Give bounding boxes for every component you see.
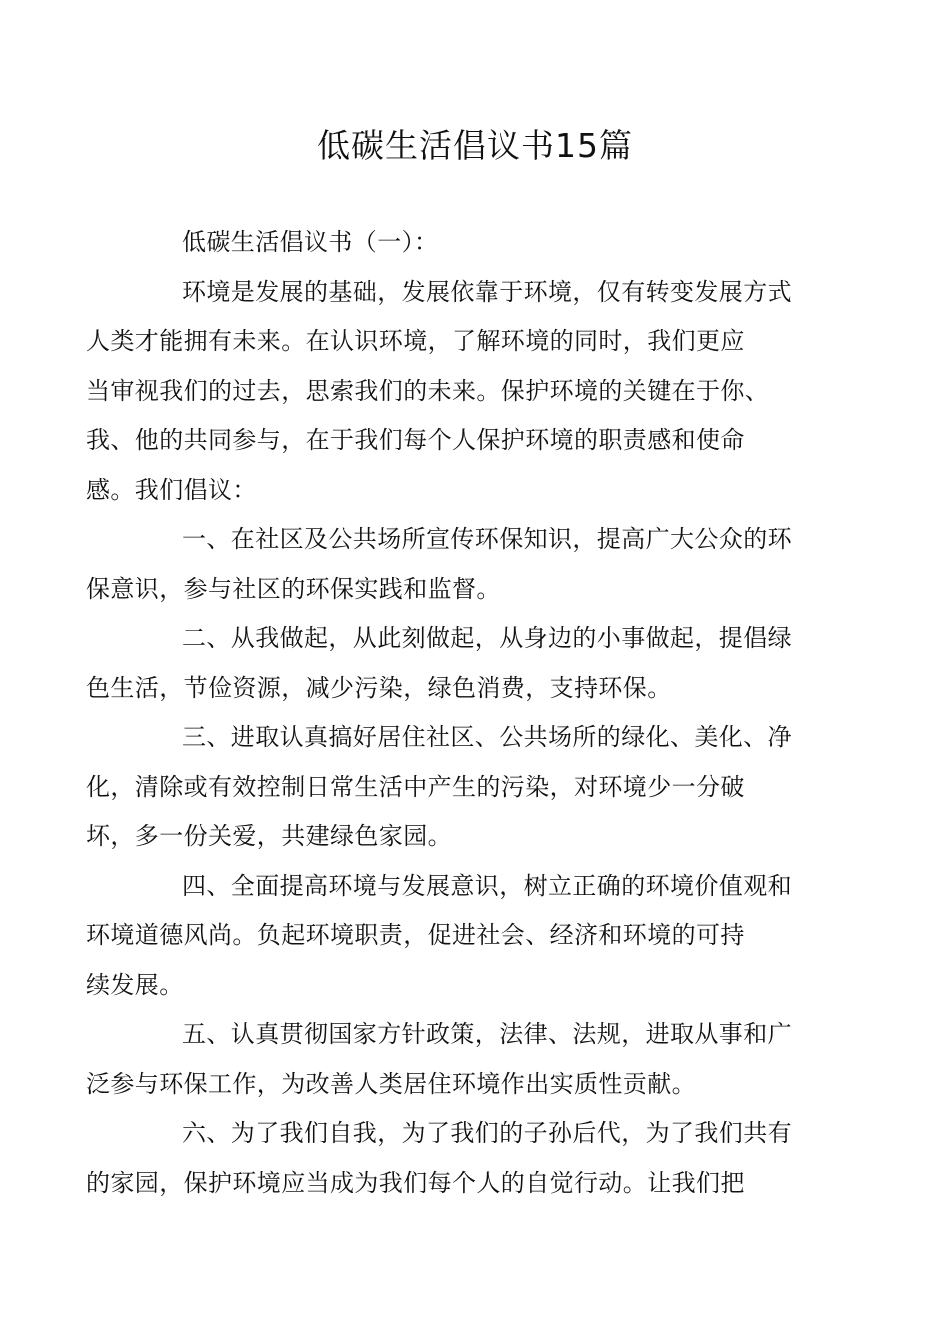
document-body — [86, 218, 830, 1208]
paragraph-item-2 — [86, 614, 830, 713]
text-line: 二、从我做起，从此刻做起，从身边的小事做起，提倡绿 — [182, 624, 792, 652]
paragraph-item-6 — [86, 1109, 830, 1208]
paragraph-item-4 — [86, 862, 830, 1011]
paragraph-intro — [86, 268, 830, 516]
document-title: 低碳生活倡议书15篇 — [317, 126, 633, 166]
text-line: 的家园，保护环境应当成为我们每个人的自觉行动。让我们把 — [86, 1168, 745, 1197]
text-line: 色生活，节俭资源，减少污染，绿色消费，支持环保。 — [86, 673, 672, 702]
paragraph-item-3 — [86, 713, 830, 862]
text-line: 续发展。 — [86, 970, 184, 999]
text-line: 环境是发展的基础，发展依靠于环境，仅有转变发展方式 — [182, 277, 792, 306]
text-line: 当审视我们的过去，思索我们的未来。保护环境的关键在于你、 — [86, 376, 770, 405]
text-line: 环境道德风尚。负起环境职责，促进社会、经济和环境的可持 — [86, 921, 745, 949]
text-line: 低碳生活倡议书（一）： — [182, 228, 439, 256]
paragraph-item-1 — [86, 515, 830, 614]
text-line: 保意识，参与社区的环保实践和监督。 — [86, 574, 501, 603]
text-line: 坏，多一份关爱，共建绿色家园。 — [86, 822, 452, 850]
text-line: 三、进取认真搞好居住社区、公共场所的绿化、美化、净 — [182, 723, 792, 751]
text-line: 感。我们倡议： — [86, 475, 257, 504]
text-line: 一、在社区及公共场所宣传环保知识，提高广大公众的环 — [182, 525, 792, 553]
text-line: 六、为了我们自我，为了我们的子孙后代，为了我们共有 — [182, 1119, 792, 1147]
paragraph-heading — [134, 218, 830, 268]
text-line: 四、全面提高环境与发展意识，树立正确的环境价值观和 — [182, 871, 792, 900]
text-line: 五、认真贯彻国家方针政策，法律、法规，进取从事和广 — [182, 1020, 792, 1048]
text-line: 化，清除或有效控制日常生活中产生的污染，对环境少一分破 — [86, 772, 745, 801]
text-line: 泛参与环保工作，为改善人类居住环境作出实质性贡献。 — [86, 1069, 696, 1098]
paragraph-item-5 — [86, 1010, 830, 1109]
text-line: 我、他的共同参与，在于我们每个人保护环境的职责感和使命 — [86, 426, 745, 454]
text-line: 人类才能拥有未来。在认识环境，了解环境的同时，我们更应 — [86, 327, 745, 355]
